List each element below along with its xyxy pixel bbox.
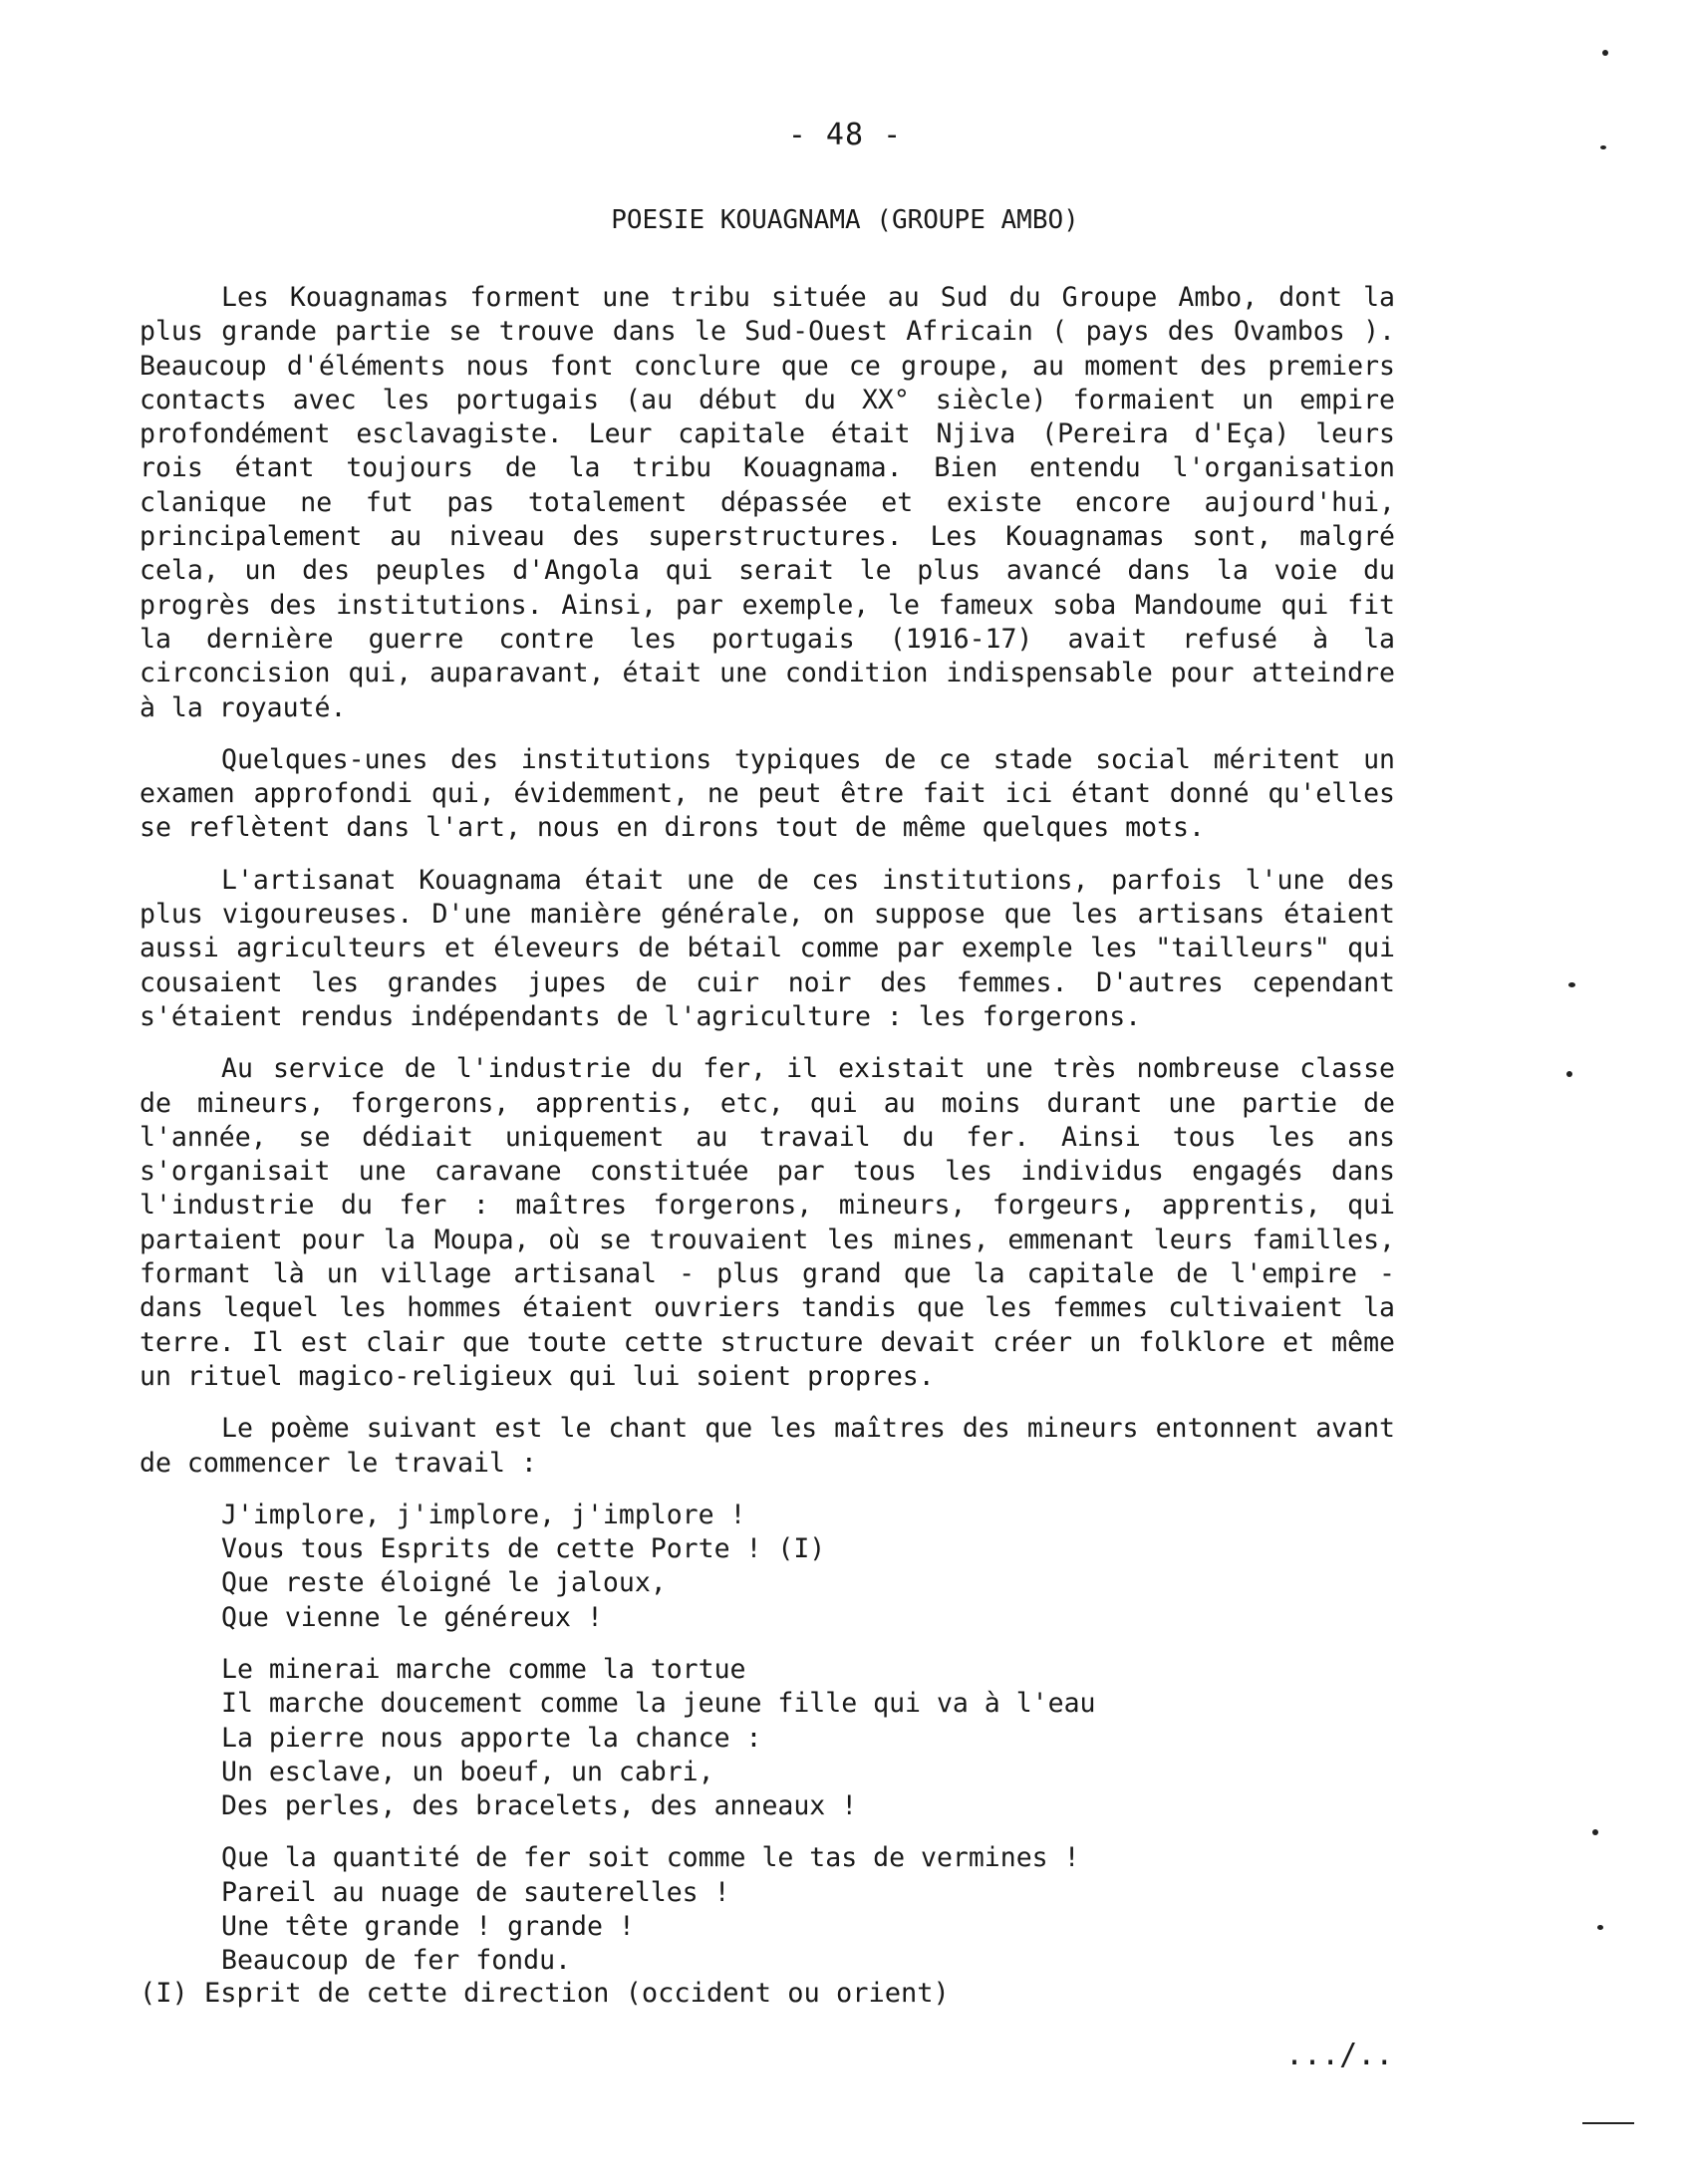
- scan-line: [1582, 2122, 1634, 2124]
- paragraph-industrie-fer: Au service de l'industrie du fer, il existait une très nombreuse classe de mineurs, forgerons, apprentis, etc, qui au moins durant une partie de l'année, se dédiait uniquement au travail du fer. Ainsi tous les ans s'organisait une caravane constituée par tous les individus engagés dans l'industrie du fer : maîtres forgerons, mineurs, forgeurs, apprentis, qui partaient pour la Moupa, où se trouvaient les mines, emmenant leurs familles, formant là un village artisanal - plus grand que la capitale de l'empire - dans lequel les hommes étaient ouvriers tandis que les femmes cultivaient la terre. Il est clair que toute cette structure devait créer un folklore et même un rituel magico-religieux qui lui soient propres.: [140, 1053, 1395, 1392]
- poem-verse: Que vienne le généreux !: [221, 1601, 603, 1633]
- body-text: [140, 281, 1395, 1997]
- poem-stanza-2: [221, 1653, 1395, 1823]
- scan-speck: [1602, 50, 1608, 56]
- paragraph-institutions: Quelques-unes des institutions typiques de ce stade social méritent un examen approfondi qui, évidemment, ne peut être fait ici étant donné qu'elles se reflètent dans l'art, nous en dirons tout de même quelques mots.: [140, 743, 1395, 844]
- page-number: - 48 -: [787, 118, 903, 152]
- scan-speck: [1600, 145, 1606, 149]
- paragraph-poem-intro: Le poème suivant est le chant que les maîtres des mineurs entonnent avant de commencer le travail :: [140, 1413, 1395, 1479]
- poem-verse: Des perles, des bracelets, des anneaux !: [221, 1790, 858, 1822]
- footnote: (I) Esprit de cette direction (occident ou orient): [140, 1978, 950, 2009]
- poem-stanza-3: [221, 1841, 1395, 1978]
- poem-verse: Beaucoup de fer fondu.: [221, 1945, 571, 1977]
- poem-verse: J'implore, j'implore, j'implore !: [221, 1499, 746, 1530]
- poem-verse: Un esclave, un boeuf, un cabri,: [221, 1756, 714, 1787]
- poem-verse: La pierre nous apporte la chance :: [221, 1722, 762, 1754]
- continuation-mark: .../..: [1285, 2038, 1394, 2072]
- poem-stanza-1: [221, 1499, 1395, 1635]
- poem-verse: Que la quantité de fer soit comme le tas de vermines !: [221, 1842, 1080, 1874]
- poem-verse: Pareil au nuage de sauterelles !: [221, 1876, 730, 1908]
- poem-verse: Que reste éloigné le jaloux,: [221, 1567, 667, 1599]
- scan-speck: [1592, 1829, 1598, 1835]
- paragraph-artisanat: L'artisanat Kouagnama était une de ces institutions, parfois l'une des plus vigoureuses. D'une manière générale, on suppose que les artisans étaient aussi agriculteurs et éleveurs de bétail comme par exemple les "tailleurs" qui cousaient les grandes jupes de cuir noir des femmes. D'autres cependant s'étaient rendus indépendants de l'agriculture : les forgerons.: [140, 864, 1395, 1032]
- scan-speck: [1597, 1925, 1603, 1930]
- poem-verse: Le minerai marche comme la tortue: [221, 1653, 746, 1685]
- poem-verse: Une tête grande ! grande !: [221, 1911, 635, 1943]
- page-title: POESIE KOUAGNAMA (GROUPE AMBO): [611, 205, 1079, 235]
- scan-speck: [1566, 1071, 1572, 1077]
- scan-speck: [1568, 982, 1575, 987]
- poem: [221, 1499, 1395, 1979]
- poem-verse: Il marche doucement comme la jeune fille qui va à l'eau: [221, 1688, 1096, 1720]
- poem-verse: Vous tous Esprits de cette Porte ! (I): [221, 1533, 826, 1565]
- paragraph-kouagnamas-intro: Les Kouagnamas forment une tribu située au Sud du Groupe Ambo, dont la plus grande partie se trouve dans le Sud-Ouest Africain ( pays des Ovambos ). Beaucoup d'éléments nous font conclure que ce groupe, au moment des premiers contacts avec les portugais (au début du XX° siècle) formaient un empire profondément esclavagiste. Leur capitale était Njiva (Pereira d'Eça) leurs rois étant toujours de la tribu Kouagnama. Bien entendu l'organisation clanique ne fut pas totalement dépassée et existe encore aujourd'hui, principalement au niveau des superstructures. Les Kouagnamas sont, malgré cela, un des peuples d'Angola qui serait le plus avancé dans la voie du progrès des institutions. Ainsi, par exemple, le fameux soba Mandoume qui fit la dernière guerre contre les portugais (1916-17) avait refusé à la circoncision qui, auparavant, était une condition indispensable pour atteindre à la royauté.: [140, 282, 1395, 723]
